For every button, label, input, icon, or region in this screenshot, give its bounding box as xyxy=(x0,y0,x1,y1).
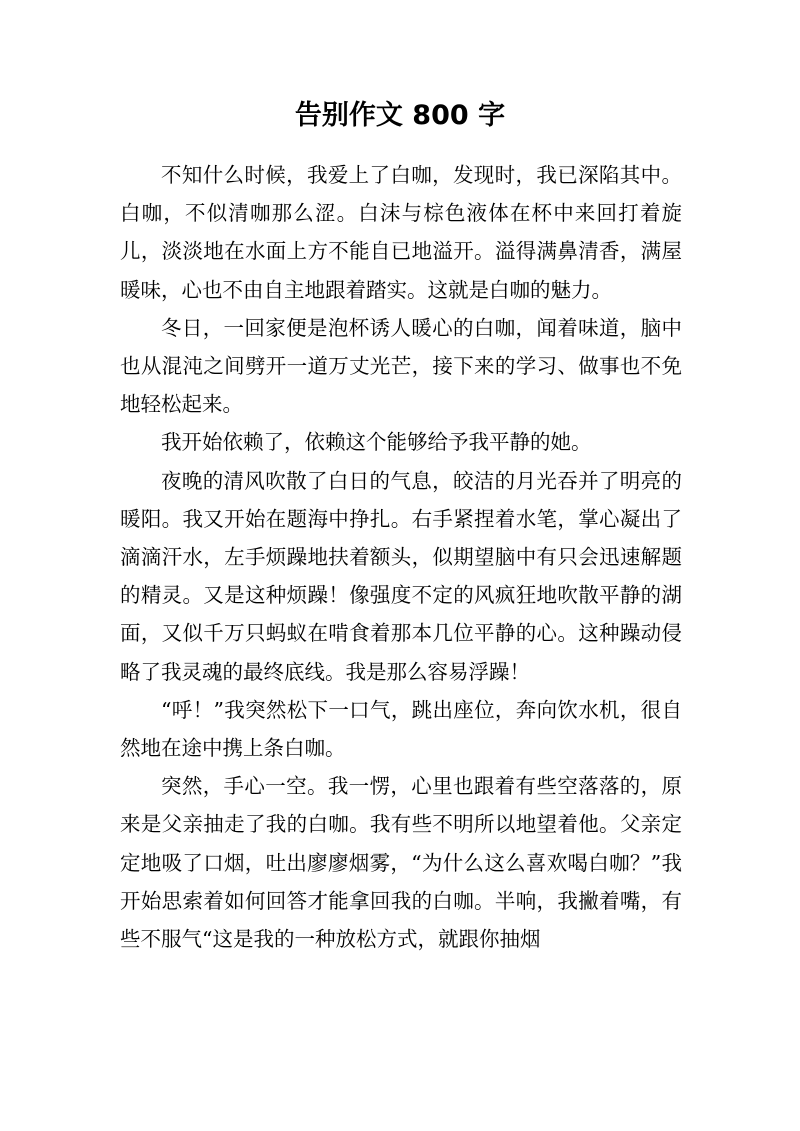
document-title: 告别作文 800 字 xyxy=(294,100,506,131)
paragraph: 我开始依赖了，依赖这个能够给予我平静的她。 xyxy=(161,430,592,455)
paragraph: 突然，手心一空。我一愣，心里也跟着有些空落落的，原来是父亲抽走了我的白咖。我有些不明所以地望着他。父亲定定地吸了口烟，吐出廖廖烟雾，“为什么这么喜欢喝白咖？”我开始思索着如何回答才能拿回我的白咖。半响，我撇着嘴，有些不服气“这是我的一种放松方式，就跟你抽烟 xyxy=(120,774,682,952)
paragraph: “呼！”我突然松下一口气，跳出座位，奔向饮水机，很自然地在途中携上条白咖。 xyxy=(120,697,682,761)
paragraph: 夜晚的清风吹散了白日的气息，皎洁的月光吞并了明亮的暖阳。我又开始在题海中挣扎。右手紧捏着水笔，掌心凝出了滴滴汗水，左手烦躁地扶着额头，似期望脑中有只会迅速解题的精灵。又是这种烦躁！像强度不定的风疯狂地吹散平静的湖面，又似千万只蚂蚁在啃食着那本几位平静的心。这种躁动侵略了我灵魂的最终底线。我是那么容易浮躁！ xyxy=(120,468,682,684)
paragraph: 不知什么时候，我爱上了白咖，发现时，我已深陷其中。白咖，不似清咖那么涩。白沫与棕色液体在杯中来回打着旋儿，淡淡地在水面上方不能自已地溢开。溢得满鼻清香，满屋暖味，心也不由自主地跟着踏实。这就是白咖的魅力。 xyxy=(120,163,682,302)
document-body xyxy=(120,156,682,958)
paragraph: 冬日，一回家便是泡杯诱人暖心的白咖，闻着味道，脑中也从混沌之间劈开一道万丈光芒，接下来的学习、做事也不免地轻松起来。 xyxy=(120,315,682,417)
